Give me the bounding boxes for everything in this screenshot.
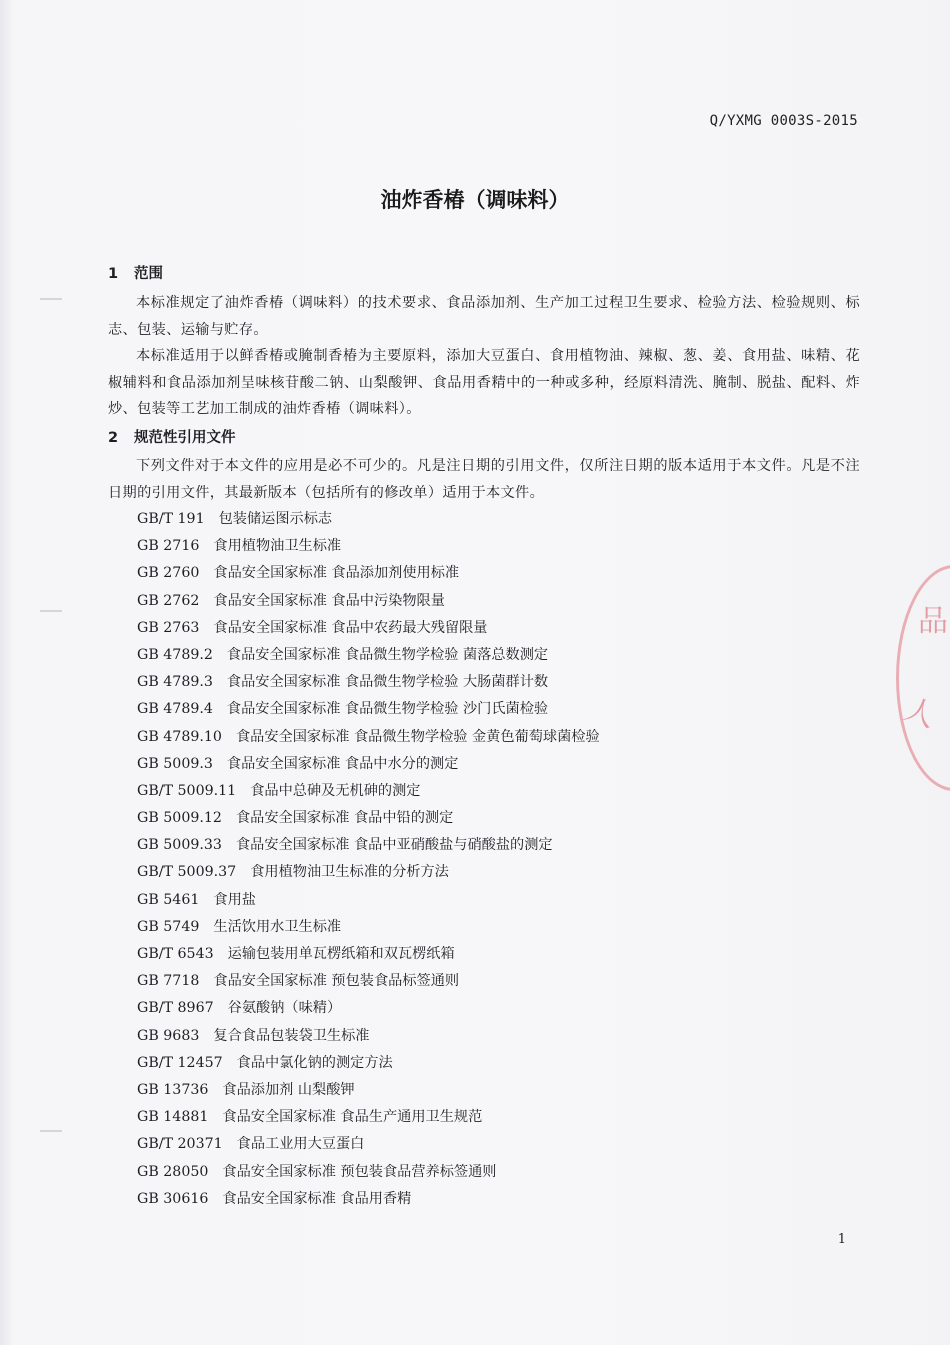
document-code: Q/YXMG 0003S-2015 xyxy=(709,113,858,129)
binding-mark xyxy=(40,1130,62,1132)
reference-item xyxy=(137,506,600,533)
reference-item xyxy=(137,615,600,642)
reference-item xyxy=(137,751,600,778)
reference-code: GB 5009.33 xyxy=(137,837,222,854)
reference-title: 食品中总砷及无机砷的测定 xyxy=(250,782,421,799)
seal-char: 品 xyxy=(918,604,948,639)
reference-code: GB/T 191 xyxy=(137,511,205,527)
reference-code: GB/T 5009.37 xyxy=(137,864,237,881)
seal-char: 人 xyxy=(899,691,940,735)
reference-code: GB 5009.12 xyxy=(137,810,222,827)
reference-code: GB 28050 xyxy=(137,1163,209,1180)
page-number: 1 xyxy=(837,1232,846,1247)
reference-item xyxy=(137,588,600,615)
reference-item xyxy=(137,968,600,995)
scope-paragraph-2: 本标准适用于以鲜香椿或腌制香椿为主要原料，添加大豆蛋白、食用植物油、辣椒、葱、姜、食用盐、味精、花椒辅料和食品添加剂呈味核苷酸二钠、山梨酸钾、食品用香精中的一种或多种，经原料清洗、腌制、脱盐、配料、炸炒、包装等工艺加工制成的油炸香椿（调味料）。 xyxy=(108,348,860,417)
reference-code: GB 5009.3 xyxy=(137,755,213,772)
reference-title: 生活饮用水卫生标准 xyxy=(213,918,342,935)
section-heading-normative-references xyxy=(108,426,236,447)
reference-item xyxy=(137,533,600,560)
reference-item xyxy=(137,887,600,914)
reference-title: 食品安全国家标准 食品微生物学检验 大肠菌群计数 xyxy=(226,674,549,691)
reference-item xyxy=(137,941,600,968)
reference-code: GB/T 12457 xyxy=(137,1054,223,1071)
reference-title: 食品安全国家标准 食品中水分的测定 xyxy=(226,755,459,772)
reference-code: GB/T 5009.11 xyxy=(137,782,237,799)
reference-title: 食品添加剂 山梨酸钾 xyxy=(222,1081,355,1098)
reference-item xyxy=(137,724,600,751)
reference-item xyxy=(137,560,600,587)
reference-code: GB 9683 xyxy=(137,1027,200,1044)
section-title: 规范性引用文件 xyxy=(134,430,236,446)
document-title: 油炸香椿（调味料） xyxy=(380,188,570,212)
reference-item xyxy=(137,832,600,859)
reference-list xyxy=(137,506,600,1213)
reference-title: 食品安全国家标准 食品中污染物限量 xyxy=(213,592,445,609)
section-number: 2 xyxy=(108,430,119,446)
reference-item xyxy=(137,1023,600,1050)
reference-item xyxy=(137,805,600,832)
reference-code: GB 4789.4 xyxy=(137,701,213,718)
reference-item xyxy=(137,1131,600,1158)
reference-code: GB 5749 xyxy=(137,918,200,935)
section-title: 范围 xyxy=(134,266,163,282)
reference-code: GB/T 8967 xyxy=(137,1000,214,1017)
reference-code: GB 5461 xyxy=(137,891,200,908)
reference-code: GB 13736 xyxy=(137,1081,209,1098)
reference-title: 食用盐 xyxy=(213,891,256,908)
reference-title: 包装储运图示标志 xyxy=(218,511,333,527)
reference-item xyxy=(137,859,600,886)
reference-item xyxy=(137,669,600,696)
reference-code: GB 2760 xyxy=(137,565,200,582)
reference-code: GB 7718 xyxy=(137,973,200,990)
reference-title: 食品安全国家标准 食品中农药最大残留限量 xyxy=(213,619,488,636)
binding-mark xyxy=(40,298,62,300)
reference-item xyxy=(137,995,600,1022)
scope-paragraph-1: 本标准规定了油炸香椿（调味料）的技术要求、食品添加剂、生产加工过程卫生要求、检验方法、检验规则、标志、包装、运输与贮存。 xyxy=(108,295,860,338)
reference-code: GB 2763 xyxy=(137,619,200,636)
reference-title: 食用植物油卫生标准 xyxy=(213,538,342,555)
reference-code: GB 4789.3 xyxy=(137,674,213,691)
reference-item xyxy=(137,1186,600,1213)
binding-mark xyxy=(40,610,62,612)
section-number: 1 xyxy=(108,266,119,282)
reference-item xyxy=(137,696,600,723)
reference-code: GB 4789.10 xyxy=(137,728,222,745)
reference-code: GB 2716 xyxy=(137,538,200,555)
reference-code: GB 30616 xyxy=(137,1190,209,1207)
reference-title: 食用植物油卫生标准的分析方法 xyxy=(250,864,449,881)
reference-title: 食品安全国家标准 食品中铅的测定 xyxy=(235,810,454,827)
reference-title: 谷氨酸钠（味精） xyxy=(227,1000,342,1017)
reference-title: 运输包装用单瓦楞纸箱和双瓦楞纸箱 xyxy=(227,946,455,962)
reference-item xyxy=(137,1077,600,1104)
reference-item xyxy=(137,778,600,805)
reference-title: 食品中氯化钠的测定方法 xyxy=(236,1054,393,1071)
reference-code: GB 4789.2 xyxy=(137,646,213,663)
reference-code: GB 14881 xyxy=(137,1109,209,1126)
reference-title: 食品安全国家标准 食品微生物学检验 金黄色葡萄球菌检验 xyxy=(235,728,600,745)
reference-item xyxy=(137,1050,600,1077)
reference-title: 食品安全国家标准 食品生产通用卫生规范 xyxy=(222,1109,483,1126)
reference-title: 食品安全国家标准 预包装食品营养标签通则 xyxy=(222,1163,497,1180)
references-intro-paragraph: 下列文件对于本文件的应用是必不可少的。凡是注日期的引用文件，仅所注日期的版本适用于本文件。凡是不注日期的引用文件，其最新版本（包括所有的修改单）适用于本文件。 xyxy=(108,458,860,501)
reference-code: GB/T 20371 xyxy=(137,1136,223,1153)
reference-item xyxy=(137,914,600,941)
reference-item xyxy=(137,1104,600,1131)
reference-title: 食品安全国家标准 食品微生物学检验 菌落总数测定 xyxy=(226,646,549,663)
section-heading-scope xyxy=(108,262,163,283)
reference-title: 食品工业用大豆蛋白 xyxy=(236,1136,365,1153)
reference-title: 复合食品包装袋卫生标准 xyxy=(213,1027,370,1044)
reference-title: 食品安全国家标准 食品添加剂使用标准 xyxy=(213,565,460,582)
reference-title: 食品安全国家标准 预包装食品标签通则 xyxy=(213,973,460,990)
reference-code: GB/T 6543 xyxy=(137,946,214,962)
reference-item xyxy=(137,642,600,669)
reference-title: 食品安全国家标准 食品中亚硝酸盐与硝酸盐的测定 xyxy=(235,837,553,854)
reference-title: 食品安全国家标准 食品用香精 xyxy=(222,1190,412,1207)
reference-item xyxy=(137,1159,600,1186)
reference-title: 食品安全国家标准 食品微生物学检验 沙门氏菌检验 xyxy=(226,701,549,718)
reference-code: GB 2762 xyxy=(137,592,200,609)
